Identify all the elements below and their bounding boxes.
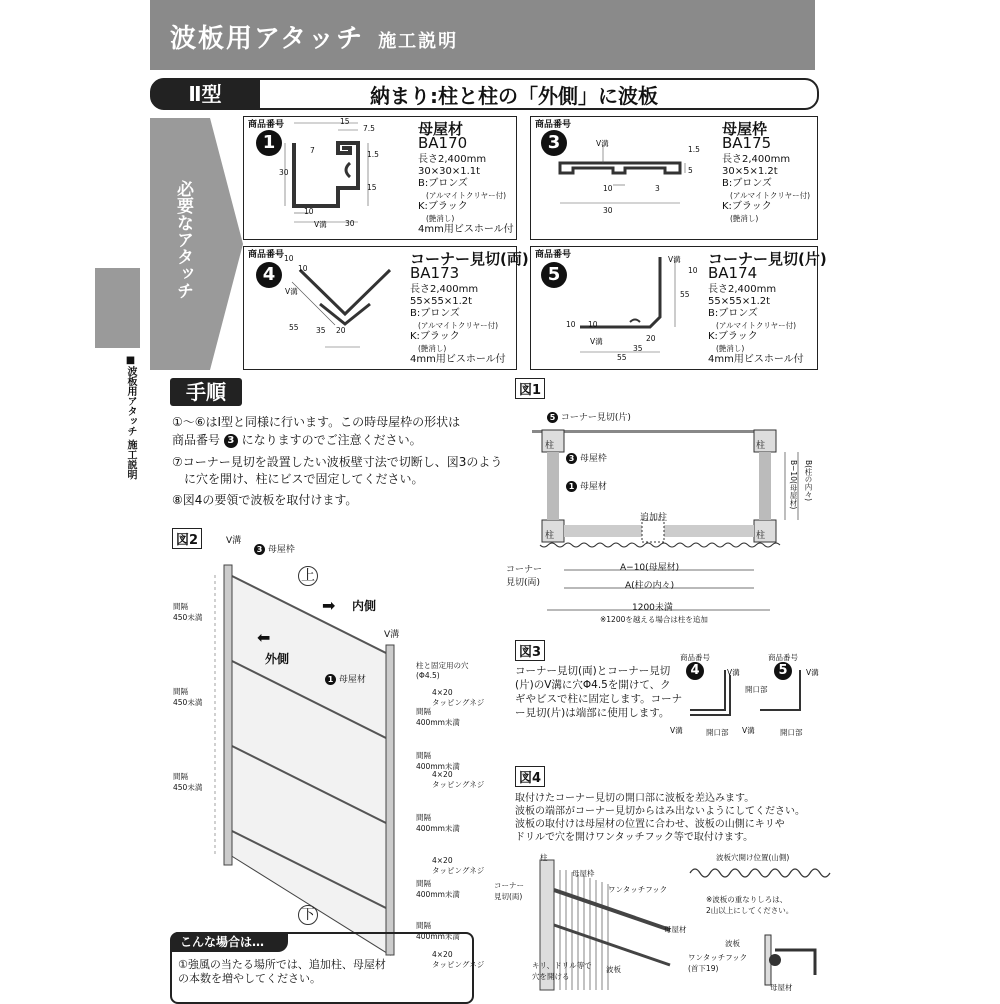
fig2-label — [254, 542, 295, 555]
fig1-text: 母屋材 — [579, 482, 607, 492]
ba175-profile-drawing — [555, 135, 705, 215]
fig1-label — [566, 451, 607, 464]
part-code: BA173 — [410, 264, 460, 282]
part-no-label: 商品番号 — [535, 250, 572, 260]
fig3-opening: 開口部 — [706, 728, 729, 737]
fig4-sheet: 波板 — [606, 965, 621, 974]
step-2: ⑦コーナー見切を設置したい波板壁寸法で切断し、図3のよう — [172, 455, 503, 469]
part-code: BA170 — [418, 134, 468, 152]
step-1: ①～⑥はⅠ型と同様に行います。この時母屋枠の形状は — [172, 415, 461, 429]
dim-label: 10 — [688, 266, 698, 275]
arrow-left-icon: ⬅ — [257, 628, 271, 647]
fig3-no-label: 商品番号 — [768, 653, 798, 662]
fig2-vgroove: V溝 — [384, 630, 400, 640]
dim-label: 1.5 — [367, 150, 379, 159]
part-note: (艶消し) — [716, 344, 745, 353]
dim-label: V溝 — [314, 220, 327, 229]
part-name: 母屋材 — [418, 120, 464, 138]
number-badge: 5 — [547, 412, 558, 423]
part-note: (艶消し) — [418, 344, 447, 353]
side-tab — [95, 268, 140, 348]
dim-label: 10 — [588, 320, 598, 329]
fig4-member: 母屋材 — [664, 925, 687, 934]
part-no-label: 商品番号 — [248, 120, 285, 130]
number-badge: 3 — [566, 453, 577, 464]
fig3-opening: 開口部 — [780, 728, 803, 737]
dim-label: 7 — [310, 146, 315, 155]
part-note: (アルマイトクリヤー付) — [418, 321, 499, 330]
fig4-drill: キリ、ドリル等で 穴を開ける — [532, 961, 592, 981]
dim-label: 10 — [284, 254, 294, 263]
dim-label: 10 — [566, 320, 576, 329]
fig4-hook2: ワンタッチフック (首下19) — [688, 953, 748, 973]
part-spec-color: K:ブラック — [722, 201, 772, 212]
fig1-label — [547, 410, 631, 423]
arrow-panel — [150, 118, 242, 370]
case-text: ①強風の当たる場所では、追加柱、母屋材 の本数を増やしてください。 — [178, 958, 386, 985]
fig3-tag: 図3 — [515, 640, 545, 661]
fig2-wall-drawing — [210, 555, 430, 975]
fig2-inside-label: 内側 — [352, 599, 377, 613]
part-spec-color: K:ブラック — [410, 331, 460, 342]
part-name: コーナー見切(片) — [708, 250, 827, 268]
fig2-bottom-label: 下 — [298, 905, 318, 925]
dim-label: 55 — [617, 353, 627, 362]
dim-label: 7.5 — [363, 124, 375, 133]
procedure-title: 手順 — [170, 378, 242, 406]
dim-label: 5 — [688, 166, 693, 175]
dim-label: 15 — [367, 183, 377, 192]
fig2-pitch400: 間隔 400mm未満 — [416, 879, 460, 899]
part-number-badge: 5 — [774, 662, 792, 680]
dim-label: 15 — [340, 117, 350, 126]
fig1-dim: B−10(母屋材) — [789, 460, 798, 510]
fig2-screw: 4×20 タッピングネジ — [432, 770, 485, 789]
step-text: になりますのでご注意ください。 — [241, 433, 422, 447]
fig2-top-label: 上 — [298, 566, 318, 586]
fig3-vgroove: V溝 — [806, 668, 819, 677]
dim-label: V溝 — [285, 287, 298, 296]
title-text: 波板用アタッチ — [170, 24, 365, 54]
fig1-post: 柱 — [545, 531, 555, 541]
fig2-pitch400: 間隔 400mm未満 — [416, 751, 460, 771]
dim-label: 55 — [289, 323, 299, 332]
fig4-corner: コーナー 見切(両) — [494, 881, 524, 901]
side-tab-text: ■波板用アタッチ 施工説明 — [125, 355, 136, 480]
fig2-vgroove: V溝 — [226, 536, 242, 546]
step-text: 商品番号 — [172, 433, 221, 447]
part-name: コーナー見切(両) — [410, 250, 529, 268]
fig1-text: コーナー見切(片) — [560, 413, 631, 423]
fig1-post: 柱 — [756, 531, 766, 541]
part-code: BA174 — [708, 264, 758, 282]
part-note: (艶消し) — [426, 214, 455, 223]
part-spec: 長さ2,400mm 55×55×1.2t B:ブロンズ — [410, 284, 479, 319]
fig3-no-label: 商品番号 — [680, 653, 710, 662]
dim-label: 35 — [633, 344, 643, 353]
fig3-opening: 開口部 — [745, 685, 768, 694]
fig2-pitch: 間隔 450未満 — [173, 602, 203, 622]
part-number-badge: 5 — [541, 262, 567, 288]
fig1-extra-post: 追加柱 — [640, 513, 668, 523]
dim-label: 35 — [316, 326, 326, 335]
fig4-hole-pos: 波板穴開け位置(山側) — [716, 853, 790, 862]
fig2-outside-label: 外側 — [265, 652, 290, 666]
fig3-text: コーナー見切(両)とコーナー見切 (片)のV溝に穴Φ4.5を開けて、ク ギやビスで柱に固定します。コーナ ー見切(片)は端部に使用します。 — [515, 665, 683, 719]
fig1-label — [506, 562, 542, 588]
part-number-badge: 4 — [256, 262, 282, 288]
subtitle-text: 施工説明 — [378, 31, 459, 52]
part-name: 母屋枠 — [722, 120, 768, 138]
part-note: (アルマイトクリヤー付) — [426, 191, 507, 200]
fig1-dim: B(柱の内々) — [804, 460, 813, 501]
part-spec: 長さ2,400mm 30×5×1.2t B:ブロンズ — [722, 154, 791, 189]
part-note: (アルマイトクリヤー付) — [730, 191, 811, 200]
step-2-cont: に穴を開け、柱にビスで固定してください。 — [184, 472, 424, 486]
part-number-badge: 4 — [686, 662, 704, 680]
step-3: ⑧図4の要領で波板を取付けます。 — [172, 493, 358, 507]
dim-label: 30 — [279, 168, 289, 177]
fig2-pitch: 間隔 450未満 — [173, 687, 203, 707]
dim-label: 3 — [655, 184, 660, 193]
fig1-label — [566, 479, 607, 492]
fig2-pitch400: 間隔 400mm未満 — [416, 921, 460, 941]
ba170-profile-drawing — [280, 118, 390, 233]
fig3-vgroove: V溝 — [670, 726, 683, 735]
fig2-text: 母屋材 — [338, 675, 366, 685]
fig2-label — [325, 672, 366, 685]
dim-label: 30 — [345, 219, 355, 228]
fig1-text: 母屋枠 — [579, 454, 607, 464]
part-note: (アルマイトクリヤー付) — [716, 321, 797, 330]
part-spec-color: K:ブラック — [418, 201, 468, 212]
fig1-dim: A(柱の内々) — [625, 581, 675, 591]
fig3-vgroove: V溝 — [742, 726, 755, 735]
fig1-post: 柱 — [545, 441, 555, 451]
dim-label: 20 — [646, 334, 656, 343]
fig2-screw: 4×20 タッピングネジ — [432, 856, 485, 875]
part-code: BA175 — [722, 134, 772, 152]
fig4-member2: 母屋材 — [770, 983, 793, 992]
fig2-tag: 図2 — [172, 528, 202, 549]
fig3-vgroove: V溝 — [727, 668, 740, 677]
ba174-profile-drawing — [570, 252, 690, 362]
part-number-badge: 3 — [541, 130, 567, 156]
fig4-frame: 母屋枠 — [572, 869, 595, 878]
fig2-pitch400: 間隔 400mm未満 — [416, 707, 460, 727]
type-label: Ⅱ型 — [150, 78, 260, 110]
fig4-wave-drawing — [690, 865, 830, 881]
part-no-label: 商品番号 — [248, 250, 285, 260]
fig1-tag: 図1 — [515, 378, 545, 399]
part-spec: 長さ2,400mm 55×55×1.2t B:ブロンズ — [708, 284, 777, 319]
dim-label: 20 — [336, 326, 346, 335]
page-title — [170, 18, 458, 55]
fig4-hook: ワンタッチフック — [608, 885, 668, 894]
fig1-text: 見切(両) — [506, 578, 541, 588]
number-badge: 1 — [566, 481, 577, 492]
dim-label: V溝 — [590, 337, 603, 346]
required-attach-label: 必要なアタッチ — [173, 180, 193, 299]
fig4-sheet2: 波板 — [725, 939, 740, 948]
fig1-dim: 1200未満 — [632, 603, 673, 613]
dim-label: 55 — [680, 290, 690, 299]
fig2-pitch: 間隔 450未満 — [173, 772, 203, 792]
dim-label: 30 — [603, 206, 613, 215]
dim-label: V溝 — [668, 255, 681, 264]
type-description: 納まり:柱と柱の「外側」に波板 — [370, 84, 658, 108]
case-title: こんな場合は… — [172, 932, 288, 952]
fig4-text: 取付けたコーナー見切の開口部に波板を差込みます。 波板の端部がコーナー見切からはみ出ないようにしてください。 波板の取付けは母屋材の位置に合わせ、波板の山側にキリや ドリルで穴を開けワンタッチフック等で取付けます。 — [515, 793, 805, 843]
fig2-hole-label: 柱と固定用の穴 (Φ4.5) — [416, 661, 469, 680]
fig1-note: ※1200を越える場合は柱を追加 — [600, 615, 708, 624]
fig2-screw: 4×20 タッピングネジ — [432, 950, 485, 969]
dim-label: 10 — [298, 264, 308, 273]
fig2-pitch400: 間隔 400mm未満 — [416, 813, 460, 833]
step-1-cont — [172, 432, 422, 449]
part-note: (艶消し) — [730, 214, 759, 223]
fig1-dim: A−10(母屋材) — [620, 563, 680, 573]
number-badge: 1 — [325, 674, 336, 685]
part-no-label: 商品番号 — [535, 120, 572, 130]
fig1-post: 柱 — [756, 441, 766, 451]
part-extra: 4mm用ビスホール付 — [418, 224, 514, 235]
part-number-badge: 1 — [256, 130, 282, 156]
fig2-screw: 4×20 タッピングネジ — [432, 688, 485, 707]
part-spec-color: K:ブラック — [708, 331, 758, 342]
arrow-right-icon: ➡ — [322, 596, 336, 615]
dim-label: 10 — [304, 207, 314, 216]
dim-label: V溝 — [596, 139, 609, 148]
part-extra: 4mm用ビスホール付 — [708, 354, 804, 365]
fig4-overlap: ※波板の重なりしろは、 2山以上にしてください。 — [706, 895, 794, 915]
dim-label: 1.5 — [688, 145, 700, 154]
fig4-tag: 図4 — [515, 766, 545, 787]
dim-label: 10 — [603, 184, 613, 193]
number-badge: 3 — [224, 434, 238, 448]
number-badge: 3 — [254, 544, 265, 555]
fig4-hook-drawing — [755, 930, 825, 990]
part-spec: 長さ2,400mm 30×30×1.1t B:ブロンズ — [418, 154, 487, 189]
fig2-text: 母屋枠 — [267, 545, 295, 555]
fig4-post: 柱 — [540, 853, 548, 862]
fig1-text: コーナー — [506, 565, 543, 575]
part-extra: 4mm用ビスホール付 — [410, 354, 506, 365]
